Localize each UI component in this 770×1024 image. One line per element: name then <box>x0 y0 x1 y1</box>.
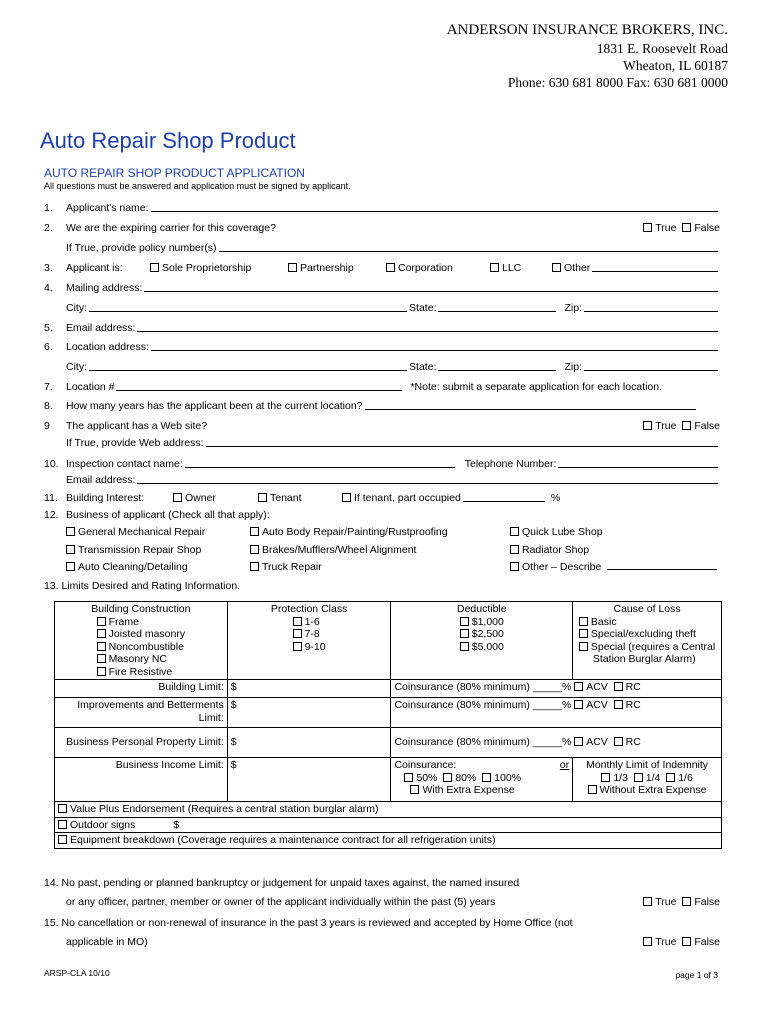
building-acv-checkbox[interactable] <box>574 682 583 691</box>
building-coinsurance: Coinsurance (80% minimum) _____% ACV RC <box>391 680 722 698</box>
building-rc-checkbox[interactable] <box>614 682 623 691</box>
improvements-coinsurance: Coinsurance (80% minimum) _____% ACV RC <box>391 698 722 728</box>
company-phone: Phone: 630 681 8000 Fax: 630 681 0000 <box>507 75 728 90</box>
business-column-3: Quick Lube Shop Radiator Shop Other – Describe <box>510 524 717 577</box>
joisted-masonry-checkbox[interactable] <box>97 629 106 638</box>
bpp-field[interactable]: $ <box>227 728 391 758</box>
frame-checkbox[interactable] <box>97 617 106 626</box>
page-number: page 1 of 3 <box>675 970 718 980</box>
brakes-checkbox[interactable] <box>250 545 259 554</box>
question-14-line2: or any officer, partner, member or owner of the applicant individually within the past (5) years True False <box>66 896 720 908</box>
equipment-breakdown-checkbox[interactable] <box>58 835 67 844</box>
q9-false-checkbox[interactable] <box>682 421 691 430</box>
q9-true-checkbox[interactable] <box>643 421 652 430</box>
question-12: 12. Business of applicant (Check all that apply): <box>44 509 270 521</box>
noncombustible-checkbox[interactable] <box>97 642 106 651</box>
question-10: 10. Inspection contact name: Telephone Number: <box>44 456 720 470</box>
bi-coinsurance-cell: Coinsurance: or 50% 80% 100% With Extra Expense <box>391 758 573 802</box>
building-construction-cell: Building Construction Frame Joisted masonry Noncombustible Masonry NC Fire Resistive <box>55 602 228 680</box>
other-describe-checkbox[interactable] <box>510 562 519 571</box>
company-name: ANDERSON INSURANCE BROKERS, INC. <box>446 22 728 38</box>
improvements-acv-checkbox[interactable] <box>574 700 583 709</box>
location-city-field[interactable] <box>89 370 407 371</box>
question-4: 4. Mailing address: <box>44 280 720 294</box>
special-excl-theft-checkbox[interactable] <box>579 629 588 638</box>
improvements-label: Improvements and Betterments Limit: <box>55 698 228 728</box>
business-income-label: Business Income Limit: <box>55 758 228 802</box>
cause-of-loss-cell: Cause of Loss Basic Special/excluding theft Special (requires a Central Station Burglar Alarm) <box>573 602 722 680</box>
other-checkbox[interactable] <box>552 263 561 272</box>
business-column-1: General Mechanical Repair Transmission Repair Shop Auto Cleaning/Detailing <box>66 524 205 577</box>
location-address-field[interactable] <box>151 350 718 351</box>
question-3: 3. Applicant is: Sole Proprietorship Partnership Corporation LLC Other <box>44 260 720 274</box>
company-address-line1: 1831 E. Roosevelt Road <box>596 41 728 56</box>
bpp-coinsurance: Coinsurance (80% minimum) _____% ACV RC <box>391 728 722 758</box>
mailing-address-field[interactable] <box>144 291 718 292</box>
question-15-line1: 15. No cancellation or non-renewal of insurance in the past 3 years is reviewed and accepted by Home Office (not <box>44 917 573 929</box>
deductible-cell: Deductible $1,000 $2,500 $5,000 <box>391 602 573 680</box>
monthly-1-3-checkbox[interactable] <box>601 773 610 782</box>
q15-false-checkbox[interactable] <box>682 937 691 946</box>
form-number: ARSP-CLA 10/10 <box>44 968 110 978</box>
fire-resistive-checkbox[interactable] <box>97 667 106 676</box>
application-subtitle: AUTO REPAIR SHOP PRODUCT APPLICATION <box>44 166 305 180</box>
question-7: 7. Location # *Note: submit a separate application for each location. <box>44 381 663 393</box>
question-15-line2: applicable in MO) True False <box>66 936 720 948</box>
improvements-field[interactable]: $ <box>227 698 391 728</box>
inspection-email-field[interactable] <box>137 483 718 484</box>
part-occupied-checkbox[interactable] <box>342 493 351 502</box>
question-11: 11. Building Interest: Owner Tenant If tenant, part occupied % <box>44 492 561 504</box>
question-14-line1: 14. No past, pending or planned bankruptcy or judgement for unpaid taxes against, the named insured <box>44 877 520 889</box>
equipment-breakdown-row: Equipment breakdown (Coverage requires a maintenance contract for all refrigeration units) <box>55 833 722 849</box>
bpp-acv-checkbox[interactable] <box>574 737 583 746</box>
with-extra-expense-checkbox[interactable] <box>410 785 419 794</box>
value-plus-checkbox[interactable] <box>58 804 67 813</box>
outdoor-signs-row: Outdoor signs $ <box>55 817 722 833</box>
coins-50-checkbox[interactable] <box>404 773 413 782</box>
question-6: 6. Location address: <box>44 339 720 353</box>
years-at-location-field[interactable] <box>365 409 696 410</box>
partnership-checkbox[interactable] <box>288 263 297 272</box>
llc-checkbox[interactable] <box>490 263 499 272</box>
outdoor-signs-checkbox[interactable] <box>58 820 67 829</box>
q2-true-checkbox[interactable] <box>643 223 652 232</box>
quick-lube-checkbox[interactable] <box>510 527 519 536</box>
instructions-note: All questions must be answered and application must be signed by applicant. <box>44 181 351 191</box>
location-city-row: City: State: Zip: <box>66 359 720 373</box>
protection-class-cell: Protection Class 1-6 7-8 9-10 <box>227 602 391 680</box>
mailing-state-field[interactable] <box>438 311 556 312</box>
class-9-10-checkbox[interactable] <box>293 642 302 651</box>
bpp-rc-checkbox[interactable] <box>614 737 623 746</box>
inspection-contact-field[interactable] <box>185 467 455 468</box>
class-7-8-checkbox[interactable] <box>293 629 302 638</box>
other-describe-field[interactable] <box>607 569 717 570</box>
question-9: 9 The applicant has a Web site? True False <box>44 420 720 432</box>
coins-100-checkbox[interactable] <box>482 773 491 782</box>
location-zip-field[interactable] <box>584 370 718 371</box>
question-10-email: Email address: <box>66 472 720 486</box>
email-field[interactable] <box>137 331 718 332</box>
monthly-1-4-checkbox[interactable] <box>634 773 643 782</box>
question-9-sub: If True, provide Web address: <box>66 435 720 449</box>
improvements-rc-checkbox[interactable] <box>614 700 623 709</box>
part-occupied-field[interactable] <box>463 501 545 502</box>
radiator-checkbox[interactable] <box>510 545 519 554</box>
building-limit-label: Building Limit: <box>55 680 228 698</box>
location-number-field[interactable] <box>116 390 402 391</box>
building-limit-field[interactable]: $ <box>227 680 391 698</box>
question-13: 13. Limits Desired and Rating Information. <box>44 580 241 592</box>
deductible-5000-checkbox[interactable] <box>460 642 469 651</box>
question-1: 1. Applicant's name: <box>44 200 720 214</box>
truck-repair-checkbox[interactable] <box>250 562 259 571</box>
policy-number-field[interactable] <box>219 251 718 252</box>
mailing-zip-field[interactable] <box>584 311 718 312</box>
q2-false-checkbox[interactable] <box>682 223 691 232</box>
without-extra-expense-checkbox[interactable] <box>588 785 597 794</box>
telephone-field[interactable] <box>558 467 718 468</box>
company-address-line2: Wheaton, IL 60187 <box>623 58 728 73</box>
location-state-field[interactable] <box>438 370 556 371</box>
tenant-checkbox[interactable] <box>258 493 267 502</box>
transmission-checkbox[interactable] <box>66 545 75 554</box>
web-address-field[interactable] <box>206 446 718 447</box>
corporation-checkbox[interactable] <box>386 263 395 272</box>
deductible-2500-checkbox[interactable] <box>460 629 469 638</box>
class-1-6-checkbox[interactable] <box>293 617 302 626</box>
owner-checkbox[interactable] <box>173 493 182 502</box>
value-plus-row: Value Plus Endorsement (Requires a central station burglar alarm) <box>55 802 722 818</box>
q15-true-checkbox[interactable] <box>643 937 652 946</box>
auto-cleaning-checkbox[interactable] <box>66 562 75 571</box>
coins-80-checkbox[interactable] <box>443 773 452 782</box>
basic-checkbox[interactable] <box>579 617 588 626</box>
limits-table <box>54 601 722 849</box>
business-column-2: Auto Body Repair/Painting/Rustproofing Brakes/Mufflers/Wheel Alignment Truck Repair <box>250 524 448 577</box>
bpp-label: Business Personal Property Limit: <box>55 728 228 758</box>
masonry-nc-checkbox[interactable] <box>97 654 106 663</box>
other-entity-field[interactable] <box>592 271 718 272</box>
monthly-1-6-checkbox[interactable] <box>666 773 675 782</box>
monthly-limit-cell: Monthly Limit of Indemnity 1/3 1/4 1/6 Without Extra Expense <box>573 758 722 802</box>
q14-true-checkbox[interactable] <box>643 897 652 906</box>
question-5: 5. Email address: <box>44 320 720 334</box>
general-mechanical-checkbox[interactable] <box>66 527 75 536</box>
question-2: 2. We are the expiring carrier for this coverage? True False <box>44 222 720 234</box>
question-8: 8. How many years has the applicant been at the current location? <box>44 398 698 412</box>
applicant-name-field[interactable] <box>151 211 718 212</box>
deductible-1000-checkbox[interactable] <box>460 617 469 626</box>
auto-body-checkbox[interactable] <box>250 527 259 536</box>
sole-proprietorship-checkbox[interactable] <box>150 263 159 272</box>
mailing-city-row: City: State: Zip: <box>66 300 720 314</box>
question-2-sub: If True, provide policy number(s) <box>66 240 720 254</box>
page-title: Auto Repair Shop Product <box>40 128 296 153</box>
business-income-field[interactable]: $ <box>227 758 391 802</box>
q14-false-checkbox[interactable] <box>682 897 691 906</box>
special-central-checkbox[interactable] <box>579 642 588 651</box>
mailing-city-field[interactable] <box>89 311 407 312</box>
